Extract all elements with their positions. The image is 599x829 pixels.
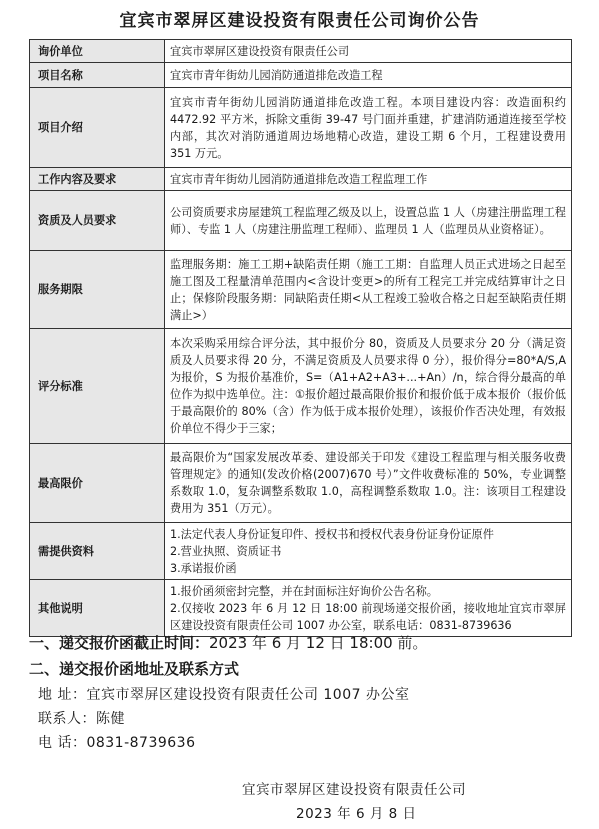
row-label: 工作内容及要求 xyxy=(30,168,165,191)
row-label: 项目名称 xyxy=(30,63,165,88)
table-row xyxy=(30,168,572,191)
table-row xyxy=(30,251,572,329)
table-row xyxy=(30,580,572,637)
deadline-value: 2023 年 6 月 12 日 18:00 前。 xyxy=(209,634,428,652)
table-row xyxy=(30,191,572,251)
row-label: 询价单位 xyxy=(30,40,165,63)
row-content: 本次采购采用综合评分法，其中报价分 80，资质及人员要求分 20 分（满足资质及人员要求得 20 分，不满足资质及人员要求得 0 分），报价得分=80*A/S,A 为报价，S 为报价基准价，S=（A1+A2+A3+...+An）/n，综合得分最高的单位作为拟中选单位。注：①报价超过最高限价报价和报价低于成本报价（报价低于最高限价的 80%（含）作为低于成本报价处理），该报价作否决处理，有效报价单位不得少于三家； xyxy=(165,329,572,444)
inquiry-table xyxy=(29,39,572,637)
address-line: 地 址：宜宾市翠屏区建设投资有限责任公司 1007 办公室 xyxy=(38,687,410,703)
table-row xyxy=(30,329,572,444)
document-title: 宜宾市翠屏区建设投资有限责任公司询价公告 xyxy=(119,11,480,31)
signature-company: 宜宾市翠屏区建设投资有限责任公司 xyxy=(242,782,466,798)
deadline-section: 一、递交报价函截止时间：2023 年 6 月 12 日 18:00 前。 xyxy=(29,634,428,652)
row-content: 宜宾市青年街幼儿园消防通道排危改造工程 xyxy=(165,63,572,88)
signature-date: 2023 年 6 月 8 日 xyxy=(296,806,417,822)
row-label: 资质及人员要求 xyxy=(30,191,165,251)
address-section-heading: 二、递交报价函地址及联系方式 xyxy=(29,660,240,678)
table-row xyxy=(30,88,572,168)
row-content: 最高限价为“国家发展改革委、建设部关于印发《建设工程监理与相关服务收费管理规定》的通知(发改价格(2007)670 号）”文件收费标准的 50%，专业调整系数取 1.0，复杂调整系数取 1.0，高程调整系数取 1.0。注：该项目工程建设费用为 351（万元）。 xyxy=(165,444,572,523)
row-content: 宜宾市青年街幼儿园消防通道排危改造工程。本项目建设内容：改造面积约 4472.92 平方米，拆除文重街 39-47 号门面并重建，扩建消防通道连接至学校内部，其次对消防通道周边场地精心改造，建设工期 6 个月，工程建设费用 351 万元。 xyxy=(165,88,572,168)
row-content: 监理服务期：施工工期+缺陷责任期（施工工期：自监理人员正式进场之日起至施工图及工程量清单范围内<含设计变更>的所有工程完工并完成结算审计之日止；保修阶段服务期：同缺陷责任期<从工程竣工验收合格之日起至缺陷责任期满止>） xyxy=(165,251,572,329)
row-content: 公司资质要求房屋建筑工程监理乙级及以上，设置总监 1 人（房建注册监理工程师）、专监 1 人（房建注册监理工程师）、监理员 1 人（监理员从业资格证）。 xyxy=(165,191,572,251)
contact-line: 联系人：陈健 xyxy=(38,711,125,727)
row-label: 其他说明 xyxy=(30,580,165,637)
table-row xyxy=(30,63,572,88)
row-label: 最高限价 xyxy=(30,444,165,523)
row-content: 宜宾市翠屏区建设投资有限责任公司 xyxy=(165,40,572,63)
row-label: 服务期限 xyxy=(30,251,165,329)
row-content: 1.法定代表人身份证复印件、授权书和授权代表身份证身份证原件 2.营业执照、资质证书 3.承诺报价函 xyxy=(165,523,572,580)
row-content: 1.报价函须密封完整，并在封面标注好询价公告名称。 2.仅接收 2023 年 6 月 12 日 18:00 前现场递交报价函，接收地址宜宾市翠屏区建设投资有限责任公司 1007 办公室，联系电话：0831-8739636 xyxy=(165,580,572,637)
row-label: 项目介绍 xyxy=(30,88,165,168)
row-label: 需提供资料 xyxy=(30,523,165,580)
row-label: 评分标准 xyxy=(30,329,165,444)
phone-line: 电 话：0831-8739636 xyxy=(38,735,196,751)
table-row xyxy=(30,444,572,523)
table-row xyxy=(30,40,572,63)
row-content: 宜宾市青年街幼儿园消防通道排危改造工程监理工作 xyxy=(165,168,572,191)
table-row xyxy=(30,523,572,580)
